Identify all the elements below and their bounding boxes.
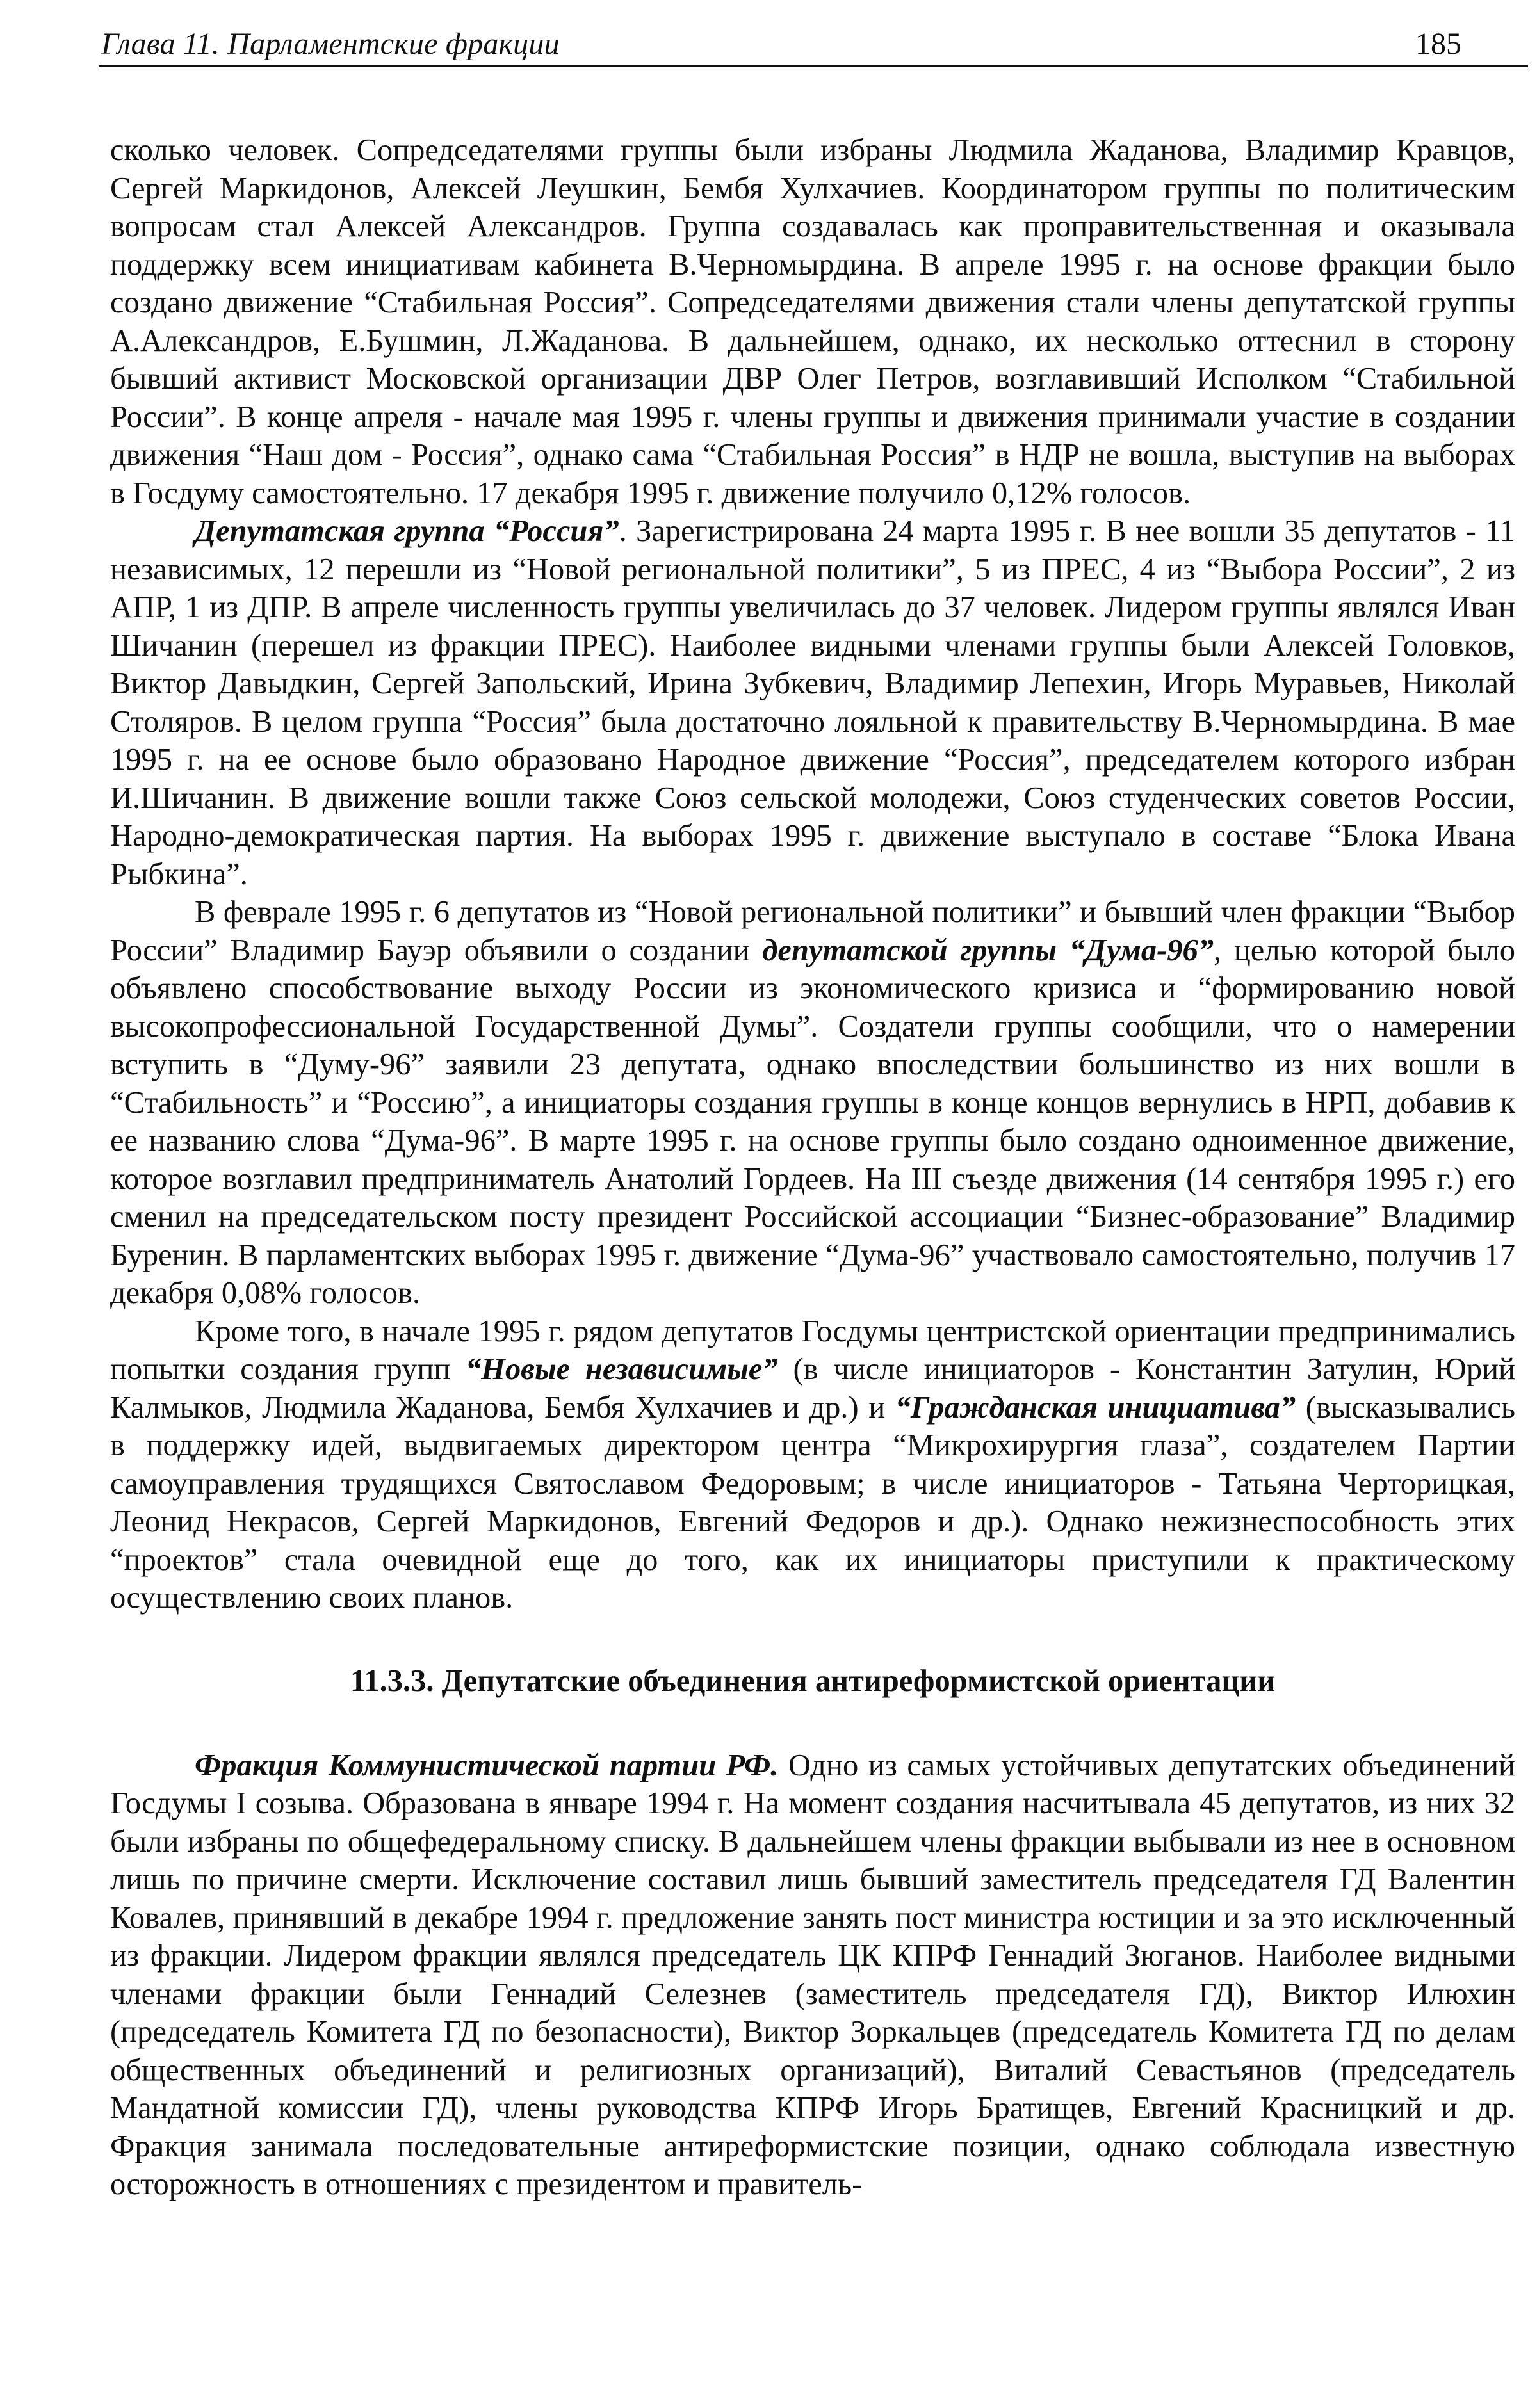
group-name-civic-initiative: “Гражданская инициатива” — [895, 1390, 1296, 1425]
paragraph-new-groups — [110, 1313, 1515, 1617]
paragraph-text: Кроме того, в начале 1995 г. рядом депутатов Госдумы центристской ориентации предпринимались попытки создания групп — [110, 1314, 1515, 1386]
group-name-russia: Депутатская группа “Россия” — [195, 514, 619, 548]
group-name-duma-96: депутатской группы “Дума-96” — [762, 933, 1214, 967]
page-header — [99, 26, 1528, 67]
paragraph-stable-russia — [110, 131, 1515, 512]
paragraph-text: , целью которой было объявлено способствование выходу России из экономического кризиса и “формированию новой высокопрофессиональной Государственной Думы”. Создатели группы сообщили, что о намерении вступить в “Думу-96” заявили 23 депутата, однако впоследствии большинство из них вошли в “Стабильность” и “Россию”, а инициаторы создания группы в конце концов вернулись в НРП, добавив к ее названию слова “Дума-96”. В марте 1995 г. на основе группы было создано одноименное движение, которое возглавил предприниматель Анатолий Гордеев. На III съезде движения (14 сентября 1995 г.) его сменил на председательском посту президент Российской ассоциации “Бизнес-образование” Владимир Буренин. В парламентских выборах 1995 г. движение “Дума-96” участвовало самостоятельно, получив 17 декабря 0,08% голосов. — [110, 933, 1515, 1310]
running-title: Глава 11. Парламентские фракции — [101, 27, 560, 61]
paragraph-duma-96 — [110, 893, 1515, 1313]
page-body — [110, 131, 1515, 2204]
paragraph-text: (в числе инициаторов - Константин Затулин, Юрий Калмыков, Людмила Жаданова, Бембя Хулхачиев и др.) и — [110, 1352, 1515, 1425]
paragraph-text: сколько человек. Сопредседателями группы были избраны Людмила Жаданова, Владимир Кравцов, Сергей Маркидонов, Алексей Леушкин, Бембя Хулхачиев. Координатором группы по политическим вопросам стал Алексей Александров. Группа создавалась как проправительственная и оказывала поддержку всем инициативам кабинета В.Черномырдина. В апреле 1995 г. на основе фракции было создано движение “Стабильная Россия”. Сопредседателями движения стали члены депутатской группы А.Александров, Е.Бушмин, Л.Жаданова. В дальнейшем, однако, их несколько оттеснил в сторону бывший активист Московской организации ДВР Олег Петров, возглавивший Исполком “Стабильной России”. В конце апреля - начале мая 1995 г. члены группы и движения принимали участие в создании движения “Наш дом - Россия”, однако сама “Стабильная Россия” в НДР не вошла, выступив на выборах в Госдуму самостоятельно. 17 декабря 1995 г. движение получило 0,12% голосов. — [110, 133, 1515, 510]
paragraph-text: (высказывались в поддержку идей, выдвигаемых директором центра “Микрохирургия глаза”, создателем Партии самоуправления трудящихся Святославом Федоровым; в числе инициаторов - Татьяна Черторицкая, Леонид Некрасов, Сергей Маркидонов, Евгений Федоров и др.). Однако нежизнеспособность этих “проектов” стала очевидной еще до того, как их инициаторы приступили к практическому осуществлению своих планов. — [110, 1390, 1516, 1615]
paragraph-text: В феврале 1995 г. 6 депутатов из “Новой региональной политики” и бывший член фракции “Выбор России” Владимир Бауэр объявили о создании — [110, 895, 1515, 967]
paragraph-text: Одно из самых устойчивых депутатских объединений Госдумы I созыва. Образована в январе 1994 г. На момент создания насчитывала 45 депутатов, из них 32 были избраны по общефедеральному списку. В дальнейшем члены фракции выбывали из нее в основном лишь по причине смерти. Исключение составил лишь бывший заместитель председателя ГД Валентин Ковалев, принявший в декабре 1994 г. предложение занять пост министра юстиции и за это исключенный из фракции. Лидером фракции являлся председатель ЦК КПРФ Геннадий Зюганов. Наиболее видными членами фракции были Геннадий Селезнев (заместитель председателя ГД), Виктор Илюхин (председатель Комитета ГД по безопасности), Виктор Зоркальцев (председатель Комитета ГД по делам общественных объединений и религиозных организаций), Виталий Севастьянов (председатель Мандатной комиссии ГД), члены руководства КПРФ Игорь Братищев, Евгений Красницкий и др. Фракция занимала последовательные антиреформистские позиции, однако соблюдала известную осторожность в отношениях с президентом и правитель- — [110, 1748, 1515, 2201]
paragraph-text: . Зарегистрирована 24 марта 1995 г. В нее вошли 35 депутатов - 11 независимых, 12 перешли из “Новой региональной политики”, 5 из ПРЕС, 4 из “Выбора России”, 2 из АПР, 1 из ДПР. В апреле численность группы увеличилась до 37 человек. Лидером группы являлся Иван Шичанин (перешел из фракции ПРЕС). Наиболее видными членами группы были Алексей Головков, Виктор Давыдкин, Сергей Запольский, Ирина Зубкевич, Владимир Лепехин, Игорь Муравьев, Николай Столяров. В целом группа “Россия” была достаточно лояльной к правительству В.Черномырдина. В мае 1995 г. на ее основе было образовано Народное движение “Россия”, председателем которого избран И.Шичанин. В движение вошли также Союз сельской молодежи, Союз студенческих советов России, Народно-демократическая партия. На выборах 1995 г. движение выступало в составе “Блока Ивана Рыбкина”. — [110, 514, 1515, 891]
section-heading: 11.3.3. Депутатские объединения антиреформистской ориентации — [350, 1663, 1276, 1698]
page-number: 185 — [1415, 27, 1461, 61]
group-name-new-independent: “Новые независимые” — [466, 1352, 778, 1386]
paragraph-kprf-faction — [110, 1747, 1515, 2204]
paragraph-russia-group — [110, 512, 1515, 893]
faction-name-kprf: Фракция Коммунистической партии РФ. — [195, 1748, 779, 1782]
